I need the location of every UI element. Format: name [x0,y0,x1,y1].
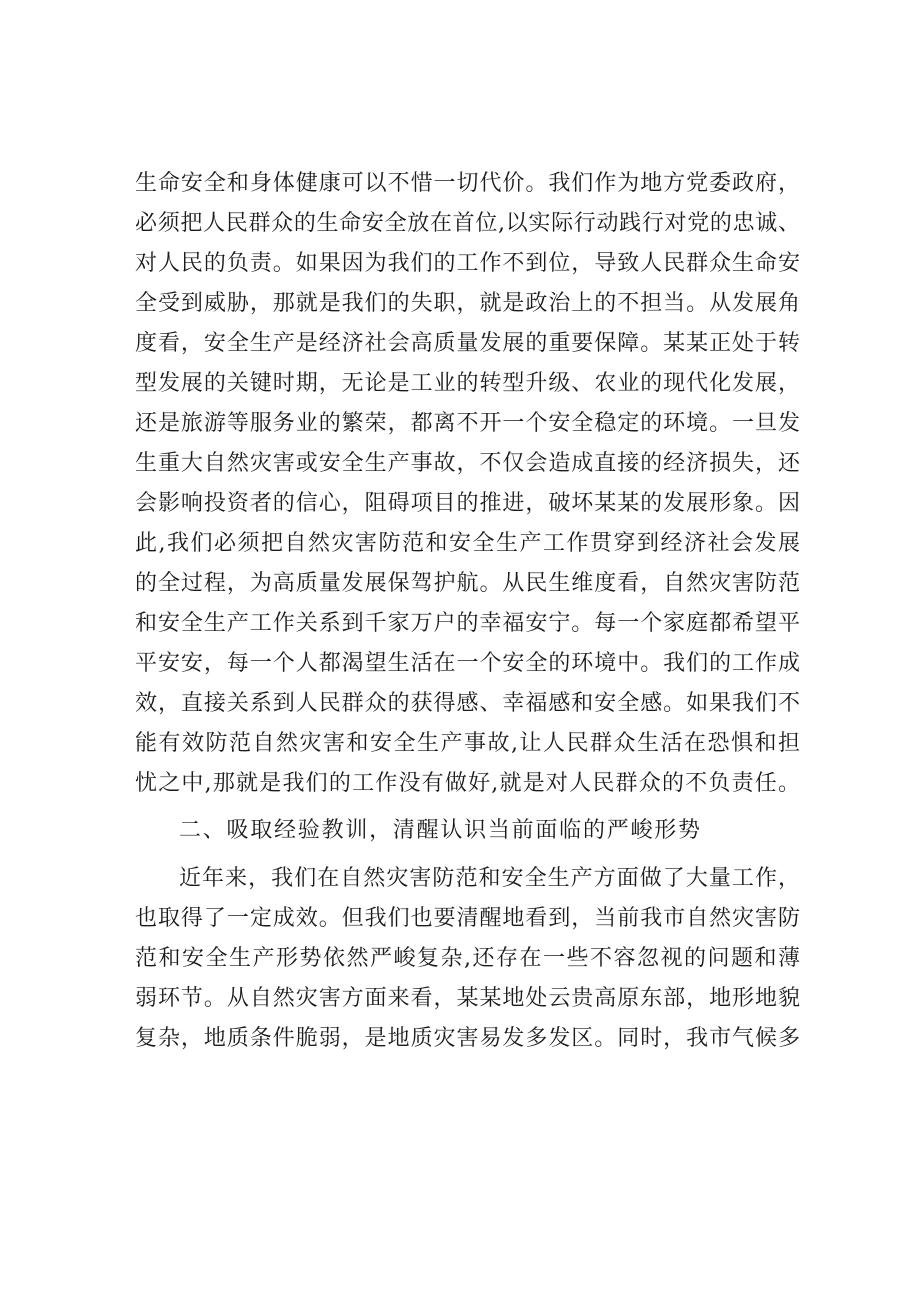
body-text-line: 此,我们必须把自然灾害防范和安全生产工作贯穿到经济社会发展 [135,531,800,556]
body-text-line: 度看，安全生产是经济社会高质量发展的重要保障。某某正处于转 [135,331,800,356]
body-text-line: 能有效防范自然灾害和安全生产事故,让人民群众生活在恐惧和担 [135,731,800,756]
body-text-line: 平安安，每一个人都渴望生活在一个安全的环境中。我们的工作成 [135,651,800,676]
body-text-line: 还是旅游等服务业的繁荣，都离不开一个安全稳定的环境。一旦发 [135,411,800,436]
body-text-line: 范和安全生产形势依然严峻复杂,还存在一些不容忽视的问题和薄 [135,946,800,971]
section-heading: 二、吸取经验教训，清醒认识当前面临的严峻形势 [179,818,700,843]
body-text-line: 会影响投资者的信心，阻碍项目的推进，破坏某某的发展形象。因 [135,491,800,516]
body-text-line: 近年来，我们在自然灾害防范和安全生产方面做了大量工作， [179,866,800,891]
body-text-line: 复杂，地质条件脆弱，是地质灾害易发多发区。同时，我市气候多 [135,1026,800,1051]
body-text-line: 弱环节。从自然灾害方面来看，某某地处云贵高原东部，地形地貌 [135,986,800,1011]
body-text-line: 对人民的负责。如果因为我们的工作不到位，导致人民群众生命安 [135,251,800,276]
body-text-line: 和安全生产工作关系到千家万户的幸福安宁。每一个家庭都希望平 [135,611,800,636]
body-text-line: 的全过程，为高质量发展保驾护航。从民生维度看，自然灾害防范 [135,571,800,596]
body-text-line: 忧之中,那就是我们的工作没有做好,就是对人民群众的不负责任。 [135,771,800,796]
body-text-line: 效，直接关系到人民群众的获得感、幸福感和安全感。如果我们不 [135,691,800,716]
body-text-line: 也取得了一定成效。但我们也要清醒地看到，当前我市自然灾害防 [135,906,800,931]
body-text-line: 必须把人民群众的生命安全放在首位,以实际行动践行对党的忠诚、 [135,211,800,236]
body-text-line: 生重大自然灾害或安全生产事故，不仅会造成直接的经济损失，还 [135,451,800,476]
body-text-line: 生命安全和身体健康可以不惜一切代价。我们作为地方党委政府， [135,171,800,196]
body-text-line: 全受到威胁，那就是我们的失职，就是政治上的不担当。从发展角 [135,291,800,316]
body-text-line: 型发展的关键时期，无论是工业的转型升级、农业的现代化发展， [135,371,800,396]
